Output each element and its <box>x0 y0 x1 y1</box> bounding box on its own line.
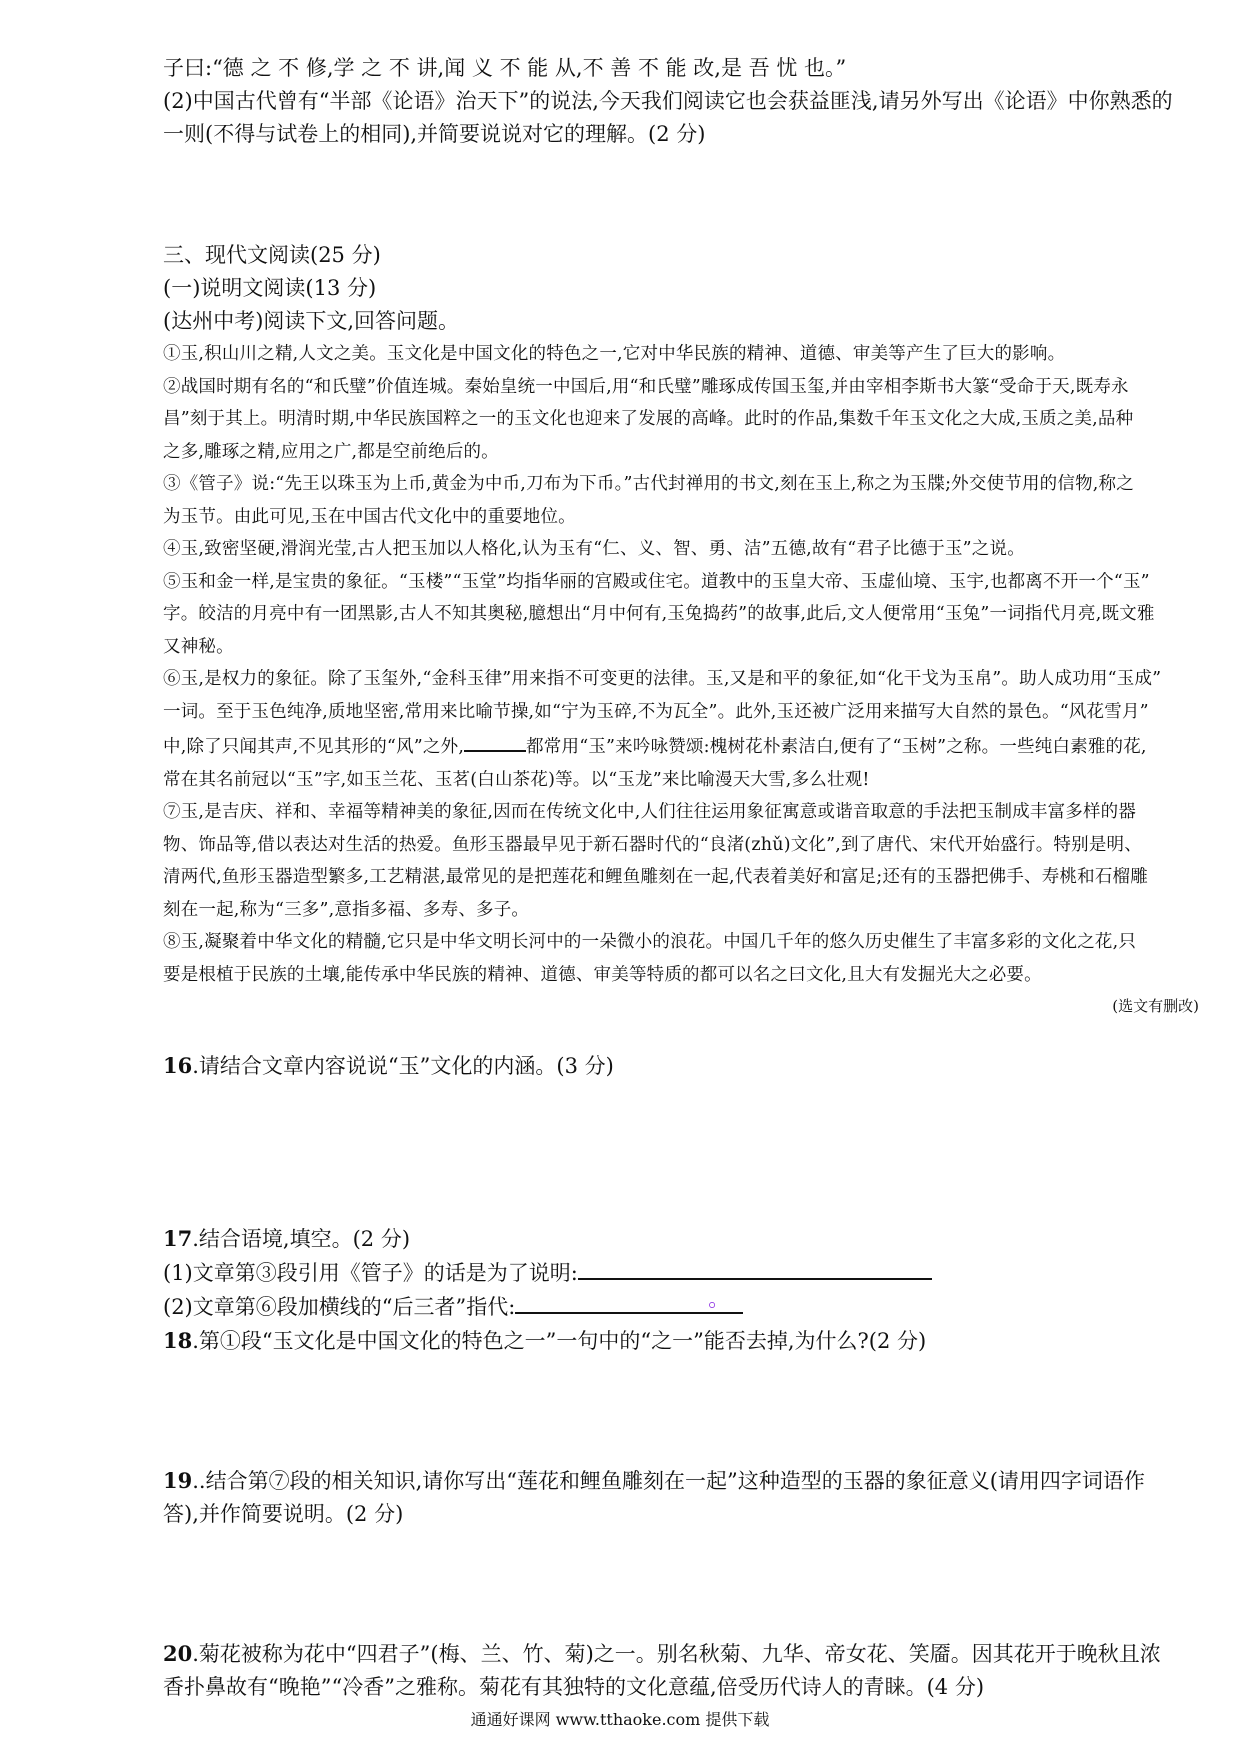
answer-space <box>163 151 1199 239</box>
paragraph-3-line-2: 为玉节。由此可见,玉在中国古代文化中的重要地位。 <box>163 506 576 527</box>
paragraph-6-line-4: 常在其名前冠以“玉”字,如玉兰花、玉茗(白山茶花)等。以“玉龙”来比喻漫天大雪,多么壮观! <box>163 769 870 790</box>
paragraph-7-line-2: 物、饰品等,借以表达对生活的热爱。鱼形玉器最早见于新石器时代的“良渚(zhǔ)文化”,到了唐代、宋代开始盛行。特别是明、 <box>163 834 1142 855</box>
question-2-line-2: 一则(不得与试卷上的相同),并简要说说对它的理解。(2 分) <box>163 122 706 146</box>
paragraph-6-line-2: 一词。至于玉色纯净,质地坚密,常用来比喻节操,如“宁为玉碎,不为瓦全”。此外,玉还被广泛用来描写大自然的景色。“风花雪月” <box>163 701 1149 722</box>
paragraph-6-line-1: ⑥玉,是权力的象征。除了玉玺外,“金科玉律”用来指不可变更的法律。玉,又是和平的象征,如“化干戈为玉帛”。助人成功用“玉成” <box>163 669 1162 689</box>
question-19-line-2: 答),并作简要说明。(2 分) <box>163 1502 404 1526</box>
question-19-line-1: ..结合第⑦段的相关知识,请你写出“莲花和鲤鱼雕刻在一起”这种造型的玉器的象征意义(请用四字词语作 <box>192 1469 1145 1493</box>
paragraph-5-line-3: 又神秘。 <box>163 636 234 657</box>
answer-line <box>515 1287 743 1314</box>
paragraph-5-line-2: 字。皎洁的月亮中有一团黑影,古人不知其奥秘,臆想出“月中何有,玉兔捣药”的故事,此后,文人便常用“玉兔”一词指代月亮,既文雅 <box>163 604 1155 624</box>
question-2-line-1: (2)中国古代曾有“半部《论语》治天下”的说法,今天我们阅读它也会获益匪浅,请另外写出《论语》中你熟悉的 <box>163 89 1173 113</box>
reading-instruction: (达州中考)阅读下文,回答问题。 <box>163 309 460 333</box>
answer-space <box>163 1358 1199 1464</box>
paragraph-3-line-1: ③《管子》说:“先王以珠玉为上币,黄金为中币,刀布为下币。”古代封禅用的书文,刻在玉上,称之为玉牒;外交使节用的信物,称之 <box>163 474 1134 494</box>
document-page <box>163 52 1199 1704</box>
answer-line-period: 。 <box>708 1287 730 1311</box>
paragraph-2-line-2: 昌”刻于其上。明清时期,中华民族国粹之一的玉文化也迎来了发展的高峰。此时的作品,集数千年玉文化之大成,玉质之美,品种 <box>163 409 1134 429</box>
question-18-text: .第①段“玉文化是中国文化的特色之一”一句中的“之一”能否去掉,为什么?(2 分) <box>192 1329 927 1353</box>
subsection-title: (一)说明文阅读(13 分) <box>163 276 377 300</box>
question-20-line-2: 香扑鼻故有“晚艳”“冷香”之雅称。菊花有其独特的文化意蕴,倍受历代诗人的青睐。(4 分) <box>163 1675 985 1699</box>
question-16-number: 16 <box>163 1053 193 1078</box>
question-20-line-1: .菊花被称为花中“四君子”(梅、兰、竹、菊)之一。别名秋菊、九华、帝女花、笑靥。因其花开于晚秋且浓 <box>192 1642 1161 1666</box>
paragraph-7-line-4: 刻在一起,称为“三多”,意指多福、多寿、多子。 <box>163 899 530 920</box>
question-17-text: .结合语境,填空。(2 分) <box>192 1227 411 1251</box>
reading-passage <box>163 338 1199 1021</box>
source-note: (选文有删改) <box>1112 997 1199 1015</box>
page-footer: 通通好课网 www.tthaoke.com 提供下载 <box>470 1710 770 1729</box>
paragraph-7-line-3: 清两代,鱼形玉器造型繁多,工艺精湛,最常见的是把莲花和鲤鱼雕刻在一起,代表着美好和富足;还有的玉器把佛手、寿桃和石榴雕 <box>163 867 1148 887</box>
paragraph-6-line-3-start: 中,除了只闻其声,不见其形的“风”之外, <box>163 737 465 757</box>
paragraph-2-line-3: 之多,雕琢之精,应用之广,都是空前绝后的。 <box>163 441 499 462</box>
paragraph-8-line-2: 要是根植于民族的土壤,能传承中华民族的精神、道德、审美等特质的都可以名之曰文化,且大有发掘光大之必要。 <box>163 964 1042 985</box>
paragraph-4: ④玉,致密坚硬,滑润光莹,古人把玉加以人格化,认为玉有“仁、义、智、勇、洁”五德,故有“君子比德于玉”之说。 <box>163 539 1025 559</box>
question-20-number: 20 <box>163 1641 193 1666</box>
fill-blank <box>464 728 526 752</box>
question-17-part-1 <box>163 1256 1199 1290</box>
question-17-number: 17 <box>163 1226 193 1251</box>
paragraph-7-line-1: ⑦玉,是吉庆、祥和、幸福等精神美的象征,因而在传统文化中,人们往往运用象征寓意或谐音取意的手法把玉制成丰富多样的器 <box>163 802 1137 822</box>
paragraph-1: ①玉,积山川之精,人文之美。玉文化是中国文化的特色之一,它对中华民族的精神、道德、审美等产生了巨大的影响。 <box>163 344 1066 364</box>
paragraph-5-line-1: ⑤玉和金一样,是宝贵的象征。“玉楼”“玉堂”均指华丽的宫殿或住宅。道教中的玉皇大帝、玉虚仙境、玉宇,也都离不开一个“玉” <box>163 571 1150 592</box>
answer-space <box>163 1083 1199 1222</box>
analects-quote: 子曰:“德 之 不 修,学 之 不 讲,闻 义 不 能 从,不 善 不 能 改,是 吾 忧 也。” <box>163 56 847 80</box>
question-18 <box>163 1324 1199 1358</box>
question-18-number: 18 <box>163 1328 193 1353</box>
question-20 <box>163 1637 1199 1671</box>
spacer <box>163 1021 1199 1049</box>
paragraph-6-line-3-end: 都常用“玉”来吟咏赞颂:槐树花朴素洁白,便有了“玉树”之称。一些纯白素雅的花, <box>526 737 1147 757</box>
question-19 <box>163 1464 1199 1498</box>
answer-line <box>578 1256 932 1280</box>
paragraph-8-line-1: ⑧玉,凝聚着中华文化的精髓,它只是中华文明长河中的一朵微小的浪花。中国几千年的悠久历史催生了丰富多彩的文化之花,只 <box>163 932 1137 952</box>
question-17-part-2-text: (2)文章第⑥段加横线的“后三者”指代: <box>163 1295 516 1319</box>
question-17-part-1-text: (1)文章第③段引用《管子》的话是为了说明: <box>163 1261 578 1285</box>
question-17-part-2 <box>163 1287 1199 1324</box>
paragraph-6-line-3 <box>163 728 1199 764</box>
section-3-title: 三、现代文阅读(25 分) <box>163 243 381 267</box>
question-16-text: .请结合文章内容说说“玉”文化的内涵。(3 分) <box>192 1054 614 1078</box>
question-16 <box>163 1049 1199 1083</box>
paragraph-2-line-1: ②战国时期有名的“和氏璧”价值连城。秦始皇统一中国后,用“和氏璧”雕琢成传国玉玺,并由宰相李斯书大篆“受命于天,既寿永 <box>163 376 1129 397</box>
question-19-number: 19 <box>163 1468 193 1493</box>
question-17 <box>163 1222 1199 1256</box>
answer-space <box>163 1531 1199 1637</box>
